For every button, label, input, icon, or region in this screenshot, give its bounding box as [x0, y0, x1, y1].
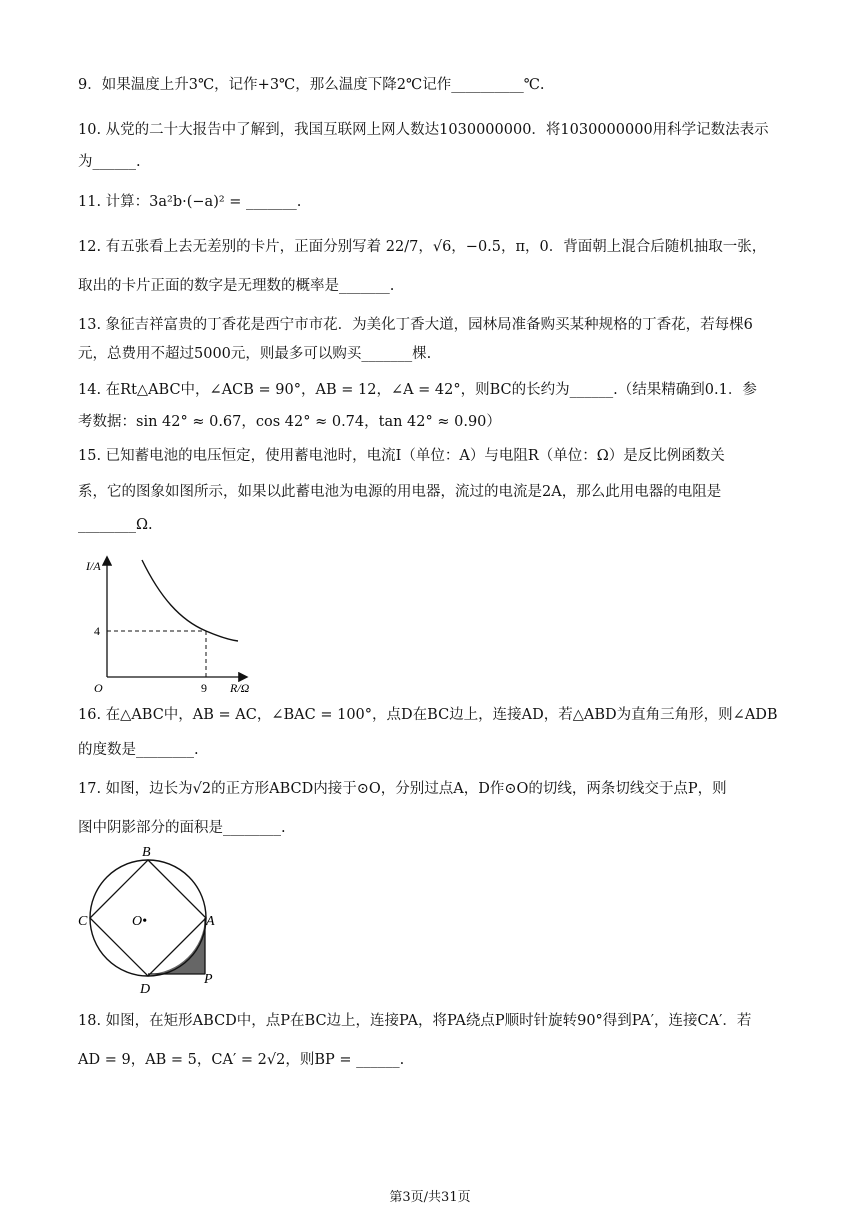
question-15-line-1: 15. 已知蓄电池的电压恒定，使用蓄电池时，电流I（单位：A）与电阻R（单位：Ω）是反比例函数关 [78, 448, 725, 464]
question-17-line-2: 图中阴影部分的面积是________. [78, 820, 286, 836]
label-p: P [204, 972, 213, 987]
origin-label: O [94, 681, 103, 695]
label-o: O• [132, 914, 148, 929]
label-a: A [206, 914, 215, 929]
page-footer: 第3页/共31页 [389, 1190, 471, 1205]
question-16-line-1: 16. 在△ABC中，AB = AC，∠BAC = 100°，点D在BC边上，连接AD，若△ABD为直角三角形，则∠ADB [78, 707, 778, 723]
circle-o [90, 860, 206, 976]
question-13-line-2: 元，总费用不超过5000元，则最多可以购买_______棵. [78, 346, 432, 362]
question-16-line-2: 的度数是________. [78, 742, 199, 758]
y-axis-label: I/A [86, 559, 101, 573]
question-15-line-2: 系，它的图象如图所示，如果以此蓄电池为电源的用电器，流过的电流是2A，那么此用电器的电阻是 [78, 484, 722, 500]
inverse-curve [142, 560, 238, 641]
question-13-line-1: 13. 象征吉祥富贵的丁香花是西宁市市花．为美化丁香大道，园林局准备购买某种规格的丁香花，若每棵6 [78, 317, 753, 333]
question-18-line-2: AD = 9，AB = 5，CA′ = 2√2，则BP = ______. [78, 1052, 405, 1068]
question-9: 9．如果温度上升3℃，记作+3℃，那么温度下降2℃记作__________℃. [78, 77, 545, 93]
question-14-line-2: 考数据：sin 42° ≈ 0.67，cos 42° ≈ 0.74，tan 42° ≈ 0.90） [78, 414, 501, 430]
y-tick-label: 4 [94, 624, 100, 638]
question-18-line-1: 18. 如图，在矩形ABCD中，点P在BC边上，连接PA，将PA绕点P顺时针旋转90°得到PA′，连接CA′．若 [78, 1013, 752, 1029]
question-17-line-1: 17. 如图，边长为√2的正方形ABCD内接于⊙O，分别过点A，D作⊙O的切线，两条切线交于点P，则 [78, 781, 727, 797]
x-tick-label: 9 [201, 681, 207, 695]
current-resistance-graph [80, 552, 270, 697]
question-12-line-2: 取出的卡片正面的数字是无理数的概率是_______. [78, 278, 395, 294]
question-11: 11. 计算：3a²b·(−a)² = _______. [78, 194, 302, 210]
question-10-line-1: 10. 从党的二十大报告中了解到，我国互联网上网人数达1030000000．将1030000000用科学记数法表示 [78, 122, 769, 138]
circle-square-figure [76, 843, 226, 998]
label-b: B [142, 845, 151, 860]
x-axis-label: R/Ω [230, 681, 250, 695]
label-c: C [78, 914, 88, 929]
question-10-line-2: 为______. [78, 154, 141, 170]
question-12-line-1: 12. 有五张看上去无差别的卡片，正面分别写着 22/7，√6，−0.5，π，0．背面朝上混合后随机抽取一张， [78, 239, 767, 255]
question-15-line-3: ________Ω. [78, 517, 153, 533]
label-d: D [140, 982, 151, 997]
shaded-region [148, 918, 205, 974]
question-14-line-1: 14. 在Rt△ABC中，∠ACB = 90°，AB = 12，∠A = 42°，则BC的长约为______.（结果精确到0.1．参 [78, 382, 757, 398]
